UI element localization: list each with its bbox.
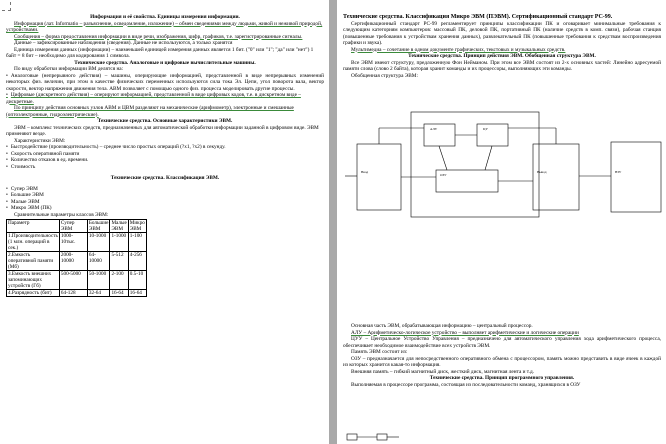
- table-cell: 500-5000: [59, 271, 87, 290]
- left-p4: Единица измерения данных (информации) – наименьшей единицей измерения данных является 1 бит. ("0" или "1"; "да" или "нет") 1 байт = 8 бит – необходимо для кодирования 1 символа.: [6, 46, 314, 59]
- table-cell: 2.Ёмкость оперативной памяти (Мб): [7, 252, 60, 271]
- table-row: [7, 290, 147, 297]
- table-cell: 4.Разрядность (бит): [7, 290, 60, 297]
- left-heading-2: Технические средства. Аналоговые и цифровые вычислительные машины.: [74, 59, 256, 66]
- left-char-4: • Стоимость: [6, 164, 324, 171]
- left-p1: Информация (лат. Informatio – разъяснение, осведомление, изложение) – обмен сведениями между людьми, живой и неживой природой, устройствами.: [6, 20, 323, 33]
- right-page-content-lower: [343, 323, 661, 388]
- right-heading-3: Технические средства. Принцип программного управления.: [429, 375, 575, 381]
- left-char-2: • Скорость оперативной памяти: [6, 151, 324, 158]
- left-title: Информация и её свойства. Единицы измерения информации.: [90, 14, 240, 20]
- left-class-4: • Микро ЭВМ (ПК): [6, 205, 324, 212]
- right-p5: Основная часть ЭВМ, обрабатывающая информацию – центральный процессор.: [351, 323, 533, 329]
- external-memory-label: ВЗУ: [615, 170, 622, 174]
- left-char-3: • Количество отказов в ед. времени.: [6, 157, 324, 164]
- table-row: [7, 271, 147, 290]
- right-p4: Обобщенная структура ЭВМ:: [351, 72, 418, 79]
- table-cell: 1-100: [128, 233, 146, 252]
- left-page: [0, 0, 329, 444]
- table-cell: 0.5-10: [128, 271, 146, 290]
- margin-mark: [2, 2, 11, 11]
- table-row: [7, 233, 147, 252]
- right-p2: Мультимедиа – сочетание в одном документе графических, текстовых и музыкальных средств.: [351, 46, 566, 53]
- input-block: [357, 144, 401, 210]
- right-p6: АЛУ – Арифметическо-логическое устройство – выполняет арифметические и логические операции: [351, 329, 579, 336]
- left-page-content: [6, 14, 324, 297]
- table-cell: 16-64: [110, 290, 128, 297]
- table-header-cell: Большие ЭВМ: [88, 220, 109, 232]
- table-cell: 1-1000: [110, 233, 128, 252]
- left-heading-4: Технические средства. Классификация ЭВМ.: [110, 175, 220, 181]
- left-class-2: • Большие ЭВМ: [6, 192, 324, 199]
- table-cell: 1000-10тыс.: [59, 233, 87, 252]
- table-cell: 16-64: [128, 290, 146, 297]
- output-label: Вывод: [537, 170, 547, 174]
- left-p6: По принципу действия основных узлов АВМ и ЦВМ разделяют на механические (арифмометр), электронные и смешанные (оптоэлектронные, гидроэлектрические).: [6, 105, 294, 118]
- right-p9: ОЗУ – предназначается для непосредственного оперативного обмена с процессором, память можно представить в виде ячеек в каждой из которых хранится какая-то информация.: [343, 355, 661, 368]
- right-p10: Внешняя память – гибкий магнитный диск, жесткий диск, магнитная лента и т.д.: [351, 368, 535, 375]
- right-page: [337, 0, 666, 444]
- left-p2: Сообщения – форма предоставления информации в виде речи, изображения, цифр, графиков, т.е. зарегистрированные сигналы.: [14, 33, 303, 40]
- left-bullet-digital: • Цифровые (дискретного действия) – оперируют информацией, представленной в виде цифровых кодов, т.е. в дискретном виде – дискретные.: [6, 92, 324, 105]
- connector-line: [485, 146, 492, 170]
- table-cell: 4-256: [128, 252, 146, 271]
- right-p1: Сертификационный стандарт PC-99 регламентирует принципы классификации ПК и оговаривает минимальные требования к следующим категориям компьютеров: массовый ПК, деловой ПК, портативный ПК (наличие средств в комп. связи), рабочая станция (повышенные требования к устройствам хранения данных), развлекательный ПК (повышенные требования к средствам воспроизведения графики и звука).: [343, 20, 661, 46]
- cu-label: ЦУ: [483, 127, 488, 131]
- right-p8: Память ЭВМ состоит из:: [351, 349, 408, 355]
- table-row: [7, 252, 147, 271]
- table-cell: 64-10000: [87, 252, 110, 271]
- table-cell: 10-1000: [87, 233, 110, 252]
- left-heading-3: Технические средства. Основные характеристики ЭВМ.: [97, 118, 233, 124]
- alu-label: АЛУ: [430, 127, 438, 131]
- table-header-cell: Малые ЭВМ: [111, 220, 127, 232]
- table-cell: 5-512: [110, 252, 128, 271]
- left-p7: ЭВМ – комплекс технических средств, предназначенных для автоматической обработки информации заданной в цифровом виде. ЭВМ применяют везде.: [6, 124, 319, 137]
- table-cell: 64-128: [59, 290, 87, 297]
- output-block: [533, 144, 579, 210]
- external-memory-block: [611, 142, 661, 212]
- table-cell: 3.Ёмкость внешних запоминающих устройств (Гб): [7, 271, 60, 290]
- input-label: Ввод: [361, 170, 369, 174]
- comparison-table: [6, 219, 147, 297]
- memory-label: ОЗУ: [440, 173, 447, 177]
- left-table-caption: Сравнительные параметры классов ЭВМ:: [14, 211, 109, 218]
- alu-block: [424, 124, 455, 146]
- left-p8: Характеристики ЭВМ:: [14, 137, 66, 144]
- left-char-1: • Быстродействие (производительность) – среднее число простых операций (?x1, ?x2) в секунду.: [6, 144, 324, 151]
- table-cell: 50-1000: [87, 271, 110, 290]
- right-heading-2: Технические средства. Принцип действия ЭВМ. Обобщенная структура ЭВМ.: [408, 53, 596, 59]
- left-class-1: • Супер ЭВМ: [6, 186, 324, 193]
- left-bullet-analog: • Аналоговые (непрерывного действия) – машины, оперирующие информацией, представленной в виде непрерывных изменений некоторых физ. величин, при этом в качестве физических переменных используются сила тока Эл. Цепи, угол поворота вала, вектор скорости, вектор напряжения движения тела. АВМ позволяет с помощью одного физ. процесса моделировать другие процессы.: [6, 73, 324, 93]
- right-p7: ЦУУ – Центральное Устройство Управления – предназначено для автоматического управления хода арифметического процесса, обеспечивает необходимое взаимодействие всех устройств ЭВМ.: [343, 336, 661, 349]
- table-header-cell: Параметр: [7, 220, 60, 233]
- table-header-cell: Супер ЭВМ: [59, 220, 87, 233]
- table-header-row: [7, 220, 147, 233]
- left-class-3: • Малые ЭВМ: [6, 199, 324, 206]
- left-p3: Данные – зафиксированные наблюдения (сведения). Данные не используются, а только хранятся: [14, 40, 233, 46]
- connector-line: [439, 146, 447, 170]
- table-cell: 32-64: [87, 290, 110, 297]
- table-cell: 2-100: [110, 271, 128, 290]
- table-cell: 1.Производительность (1 млн. операций в сек.): [8, 233, 58, 251]
- right-p3: Все ЭВМ имеют структуру, предложенную Фон Нейманом. При этом все ЭВМ состоят из 2-х основных частей: Линейно адресуемой памяти слова (слово 2 байта), которая хранит команды и их процессоры, выполняющих эти команды.: [343, 59, 661, 72]
- table-header-cell: Микро ЭВМ: [129, 220, 145, 232]
- left-p5: По виду обработки информации ВМ делятся на:: [14, 66, 124, 72]
- table-cell: 2000-10000: [59, 252, 87, 271]
- cu-block: [477, 124, 508, 146]
- right-title: Технические средства. Классификация Микро ЭВМ (ПЭВМ). Сертификационный стандарт PC-99.: [343, 14, 613, 20]
- right-p11: Выполняемая в процессоре программа, состоящая из последовательности команд, хранящихся в ОЗУ: [351, 381, 581, 388]
